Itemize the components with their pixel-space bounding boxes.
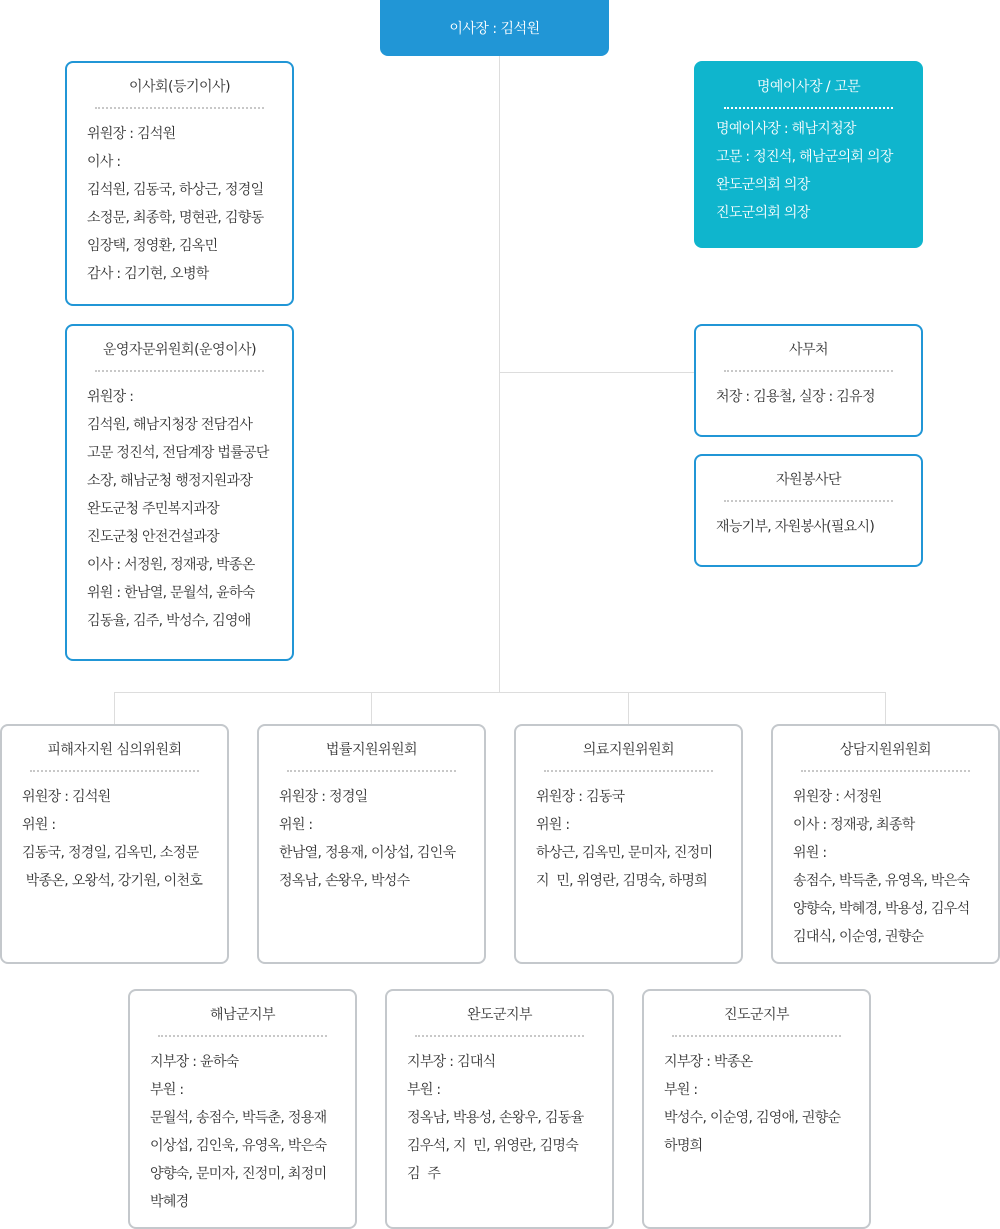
committee-line: 하상근, 김옥민, 문미자, 진정미 <box>536 845 713 861</box>
honorary-line: 진도군의회 의장 <box>716 205 810 221</box>
branch-title: 완도군지부 <box>407 1005 592 1037</box>
honorary-members <box>716 115 901 227</box>
honorary-line: 고문 : 정진석, 해남군의회 의장 <box>716 149 893 165</box>
committee-members <box>22 783 207 895</box>
advisory-line: 이사 : 서정원, 정재광, 박종온 <box>87 557 255 573</box>
committee-title: 상담지원위원회 <box>793 740 978 772</box>
committee-line: 위원장 : 김석원 <box>22 789 111 805</box>
connector-horizontal <box>114 692 886 693</box>
connector-trunk <box>499 56 500 693</box>
chairman-label: 이사장 : 김석원 <box>449 21 540 37</box>
branch-title: 해남군지부 <box>150 1005 335 1037</box>
committee-title: 법률지원위원회 <box>279 740 464 772</box>
branch-wando <box>385 989 614 1229</box>
board-line: 위원장 : 김석원 <box>87 126 176 142</box>
branch-haenam <box>128 989 357 1229</box>
branch-line: 지부장 : 김대식 <box>407 1054 496 1070</box>
honorary-line: 명예이사장 : 해남지청장 <box>716 121 856 137</box>
committee-counseling-support <box>771 724 1000 964</box>
committee-line: 김동국, 정경일, 김옥민, 소정문 <box>22 845 199 861</box>
branch-line: 부원 : <box>407 1082 441 1098</box>
committee-line: 위원장 : 김동국 <box>536 789 625 805</box>
connector-drop-1 <box>114 692 115 725</box>
committee-title: 의료지원위원회 <box>536 740 721 772</box>
committee-line: 송점수, 박득춘, 유영옥, 박은숙 <box>793 873 970 889</box>
advisory-line: 진도군청 안전건설과장 <box>87 529 219 545</box>
committee-line: 위원 : <box>536 817 570 833</box>
advisory-line: 위원장 : <box>87 389 134 405</box>
branch-line: 양향숙, 문미자, 진정미, 최정미 <box>150 1166 327 1182</box>
committee-line: 위원 : <box>22 817 56 833</box>
branch-line: 지부장 : 박종온 <box>664 1054 753 1070</box>
committee-line: 위원 : <box>279 817 313 833</box>
board-line: 임장택, 정영환, 김옥민 <box>87 238 218 254</box>
branch-line: 김우석, 지 민, 위영란, 김명숙 <box>407 1138 579 1154</box>
advisory-members <box>87 383 272 635</box>
connector-drop-4 <box>885 692 886 725</box>
branch-line: 이상섭, 김인욱, 유영옥, 박은숙 <box>150 1138 327 1154</box>
board-title: 이사회(등기이사) <box>87 77 272 109</box>
committee-line: 정옥남, 손왕우, 박성수 <box>279 873 410 889</box>
honorary-line: 완도군의회 의장 <box>716 177 810 193</box>
board-line: 이사 : <box>87 154 121 170</box>
volunteers-line: 재능기부, 자원봉사(필요시) <box>716 519 875 535</box>
branch-line: 박혜경 <box>150 1194 189 1210</box>
committee-line: 위원장 : 정경일 <box>279 789 368 805</box>
board-line: 김석원, 김동국, 하상근, 정경일 <box>87 182 264 198</box>
committee-line: 김대식, 이순영, 권향순 <box>793 929 924 945</box>
branch-line: 하명희 <box>664 1138 703 1154</box>
branch-jindo <box>642 989 871 1229</box>
connector-secretariat <box>499 372 695 373</box>
advisory-line: 소장, 해남군청 행정지원과장 <box>87 473 253 489</box>
honorary-advisors-node <box>694 61 923 248</box>
committee-line: 양향숙, 박혜경, 박용성, 김우석 <box>793 901 970 917</box>
committee-members <box>536 783 721 895</box>
advisory-line: 김석원, 해남지청장 전담검사 <box>87 417 253 433</box>
chairman-node <box>380 0 609 56</box>
honorary-title: 명예이사장 / 고문 <box>716 77 901 109</box>
advisory-line: 완도군청 주민복지과장 <box>87 501 219 517</box>
volunteers-members <box>716 513 901 541</box>
branch-line: 지부장 : 윤하숙 <box>150 1054 239 1070</box>
committee-title: 피해자지원 심의위원회 <box>22 740 207 772</box>
branch-members <box>150 1048 335 1216</box>
secretariat-node <box>694 324 923 437</box>
committee-line: 지 민, 위영란, 김명숙, 하명희 <box>536 873 708 889</box>
branch-title: 진도군지부 <box>664 1005 849 1037</box>
connector-drop-2 <box>371 692 372 725</box>
branch-line: 부원 : <box>664 1082 698 1098</box>
committee-members <box>279 783 464 895</box>
branch-line: 부원 : <box>150 1082 184 1098</box>
committee-victim-support <box>0 724 229 964</box>
secretariat-title: 사무처 <box>716 340 901 372</box>
board-node <box>65 61 294 306</box>
branch-line: 정옥남, 박용성, 손왕우, 김동율 <box>407 1110 584 1126</box>
advisory-committee-node <box>65 324 294 661</box>
volunteers-node <box>694 454 923 567</box>
volunteers-title: 자원봉사단 <box>716 470 901 502</box>
connector-drop-3 <box>628 692 629 725</box>
committee-line: 한남열, 정용재, 이상섭, 김인욱 <box>279 845 456 861</box>
branch-line: 김 주 <box>407 1166 441 1182</box>
committee-line: 위원 : <box>793 845 827 861</box>
secretariat-members <box>716 383 901 411</box>
advisory-title: 운영자문위원회(운영이사) <box>87 340 272 372</box>
secretariat-line: 처장 : 김용철, 실장 : 김유정 <box>716 389 875 405</box>
advisory-line: 고문 정진석, 전담계장 법률공단 <box>87 445 269 461</box>
committee-line: 박종온, 오왕석, 강기원, 이천호 <box>22 873 203 889</box>
board-members <box>87 120 272 288</box>
board-line: 소정문, 최종학, 명현관, 김향동 <box>87 210 264 226</box>
branch-line: 문월석, 송점수, 박득춘, 정용재 <box>150 1110 327 1126</box>
branch-members <box>407 1048 592 1188</box>
advisory-line: 김동율, 김주, 박성수, 김영애 <box>87 613 251 629</box>
branch-line: 박성수, 이순영, 김영애, 권향순 <box>664 1110 841 1126</box>
committee-line: 위원장 : 서정원 <box>793 789 882 805</box>
committee-legal-support <box>257 724 486 964</box>
committee-medical-support <box>514 724 743 964</box>
branch-members <box>664 1048 849 1160</box>
committee-members <box>793 783 978 951</box>
board-line: 감사 : 김기현, 오병학 <box>87 266 209 282</box>
committee-line: 이사 : 정재광, 최종학 <box>793 817 915 833</box>
advisory-line: 위원 : 한남열, 문월석, 윤하숙 <box>87 585 255 601</box>
